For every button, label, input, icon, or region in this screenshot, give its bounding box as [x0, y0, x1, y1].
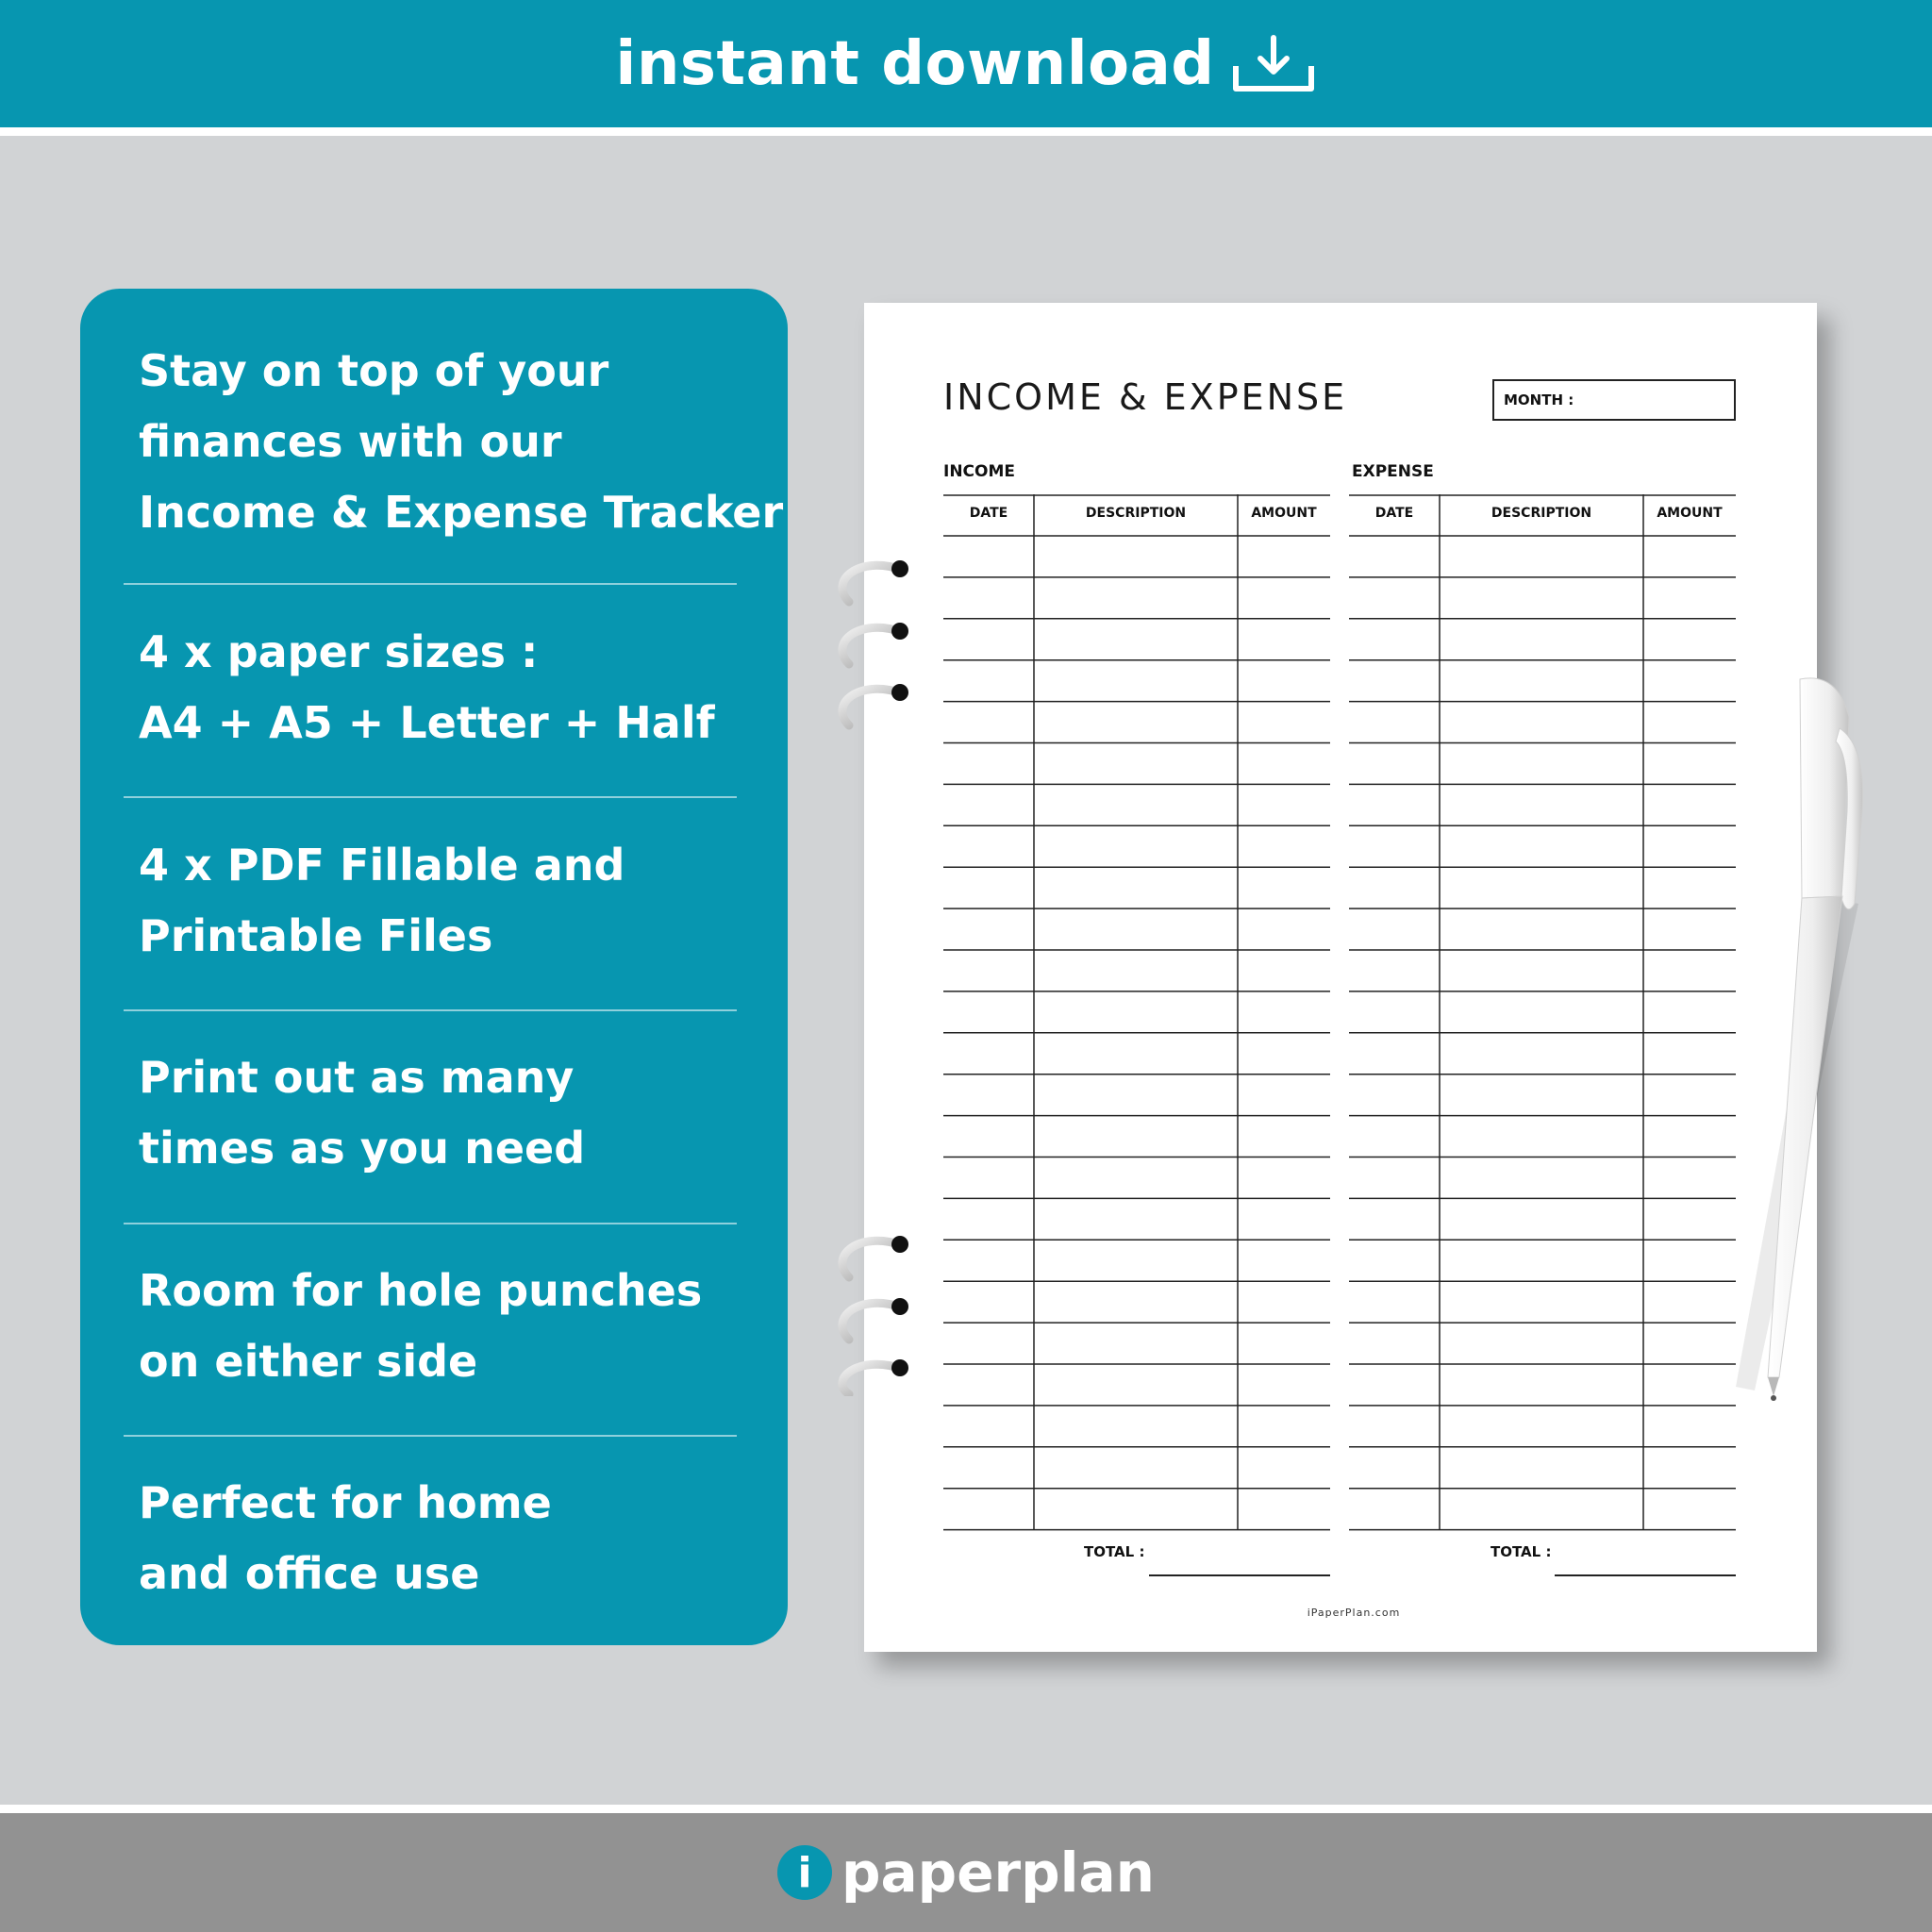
logo-mark: i — [777, 1845, 832, 1900]
features-panel — [80, 289, 788, 1645]
planner-sheet — [864, 303, 1817, 1652]
income-col-description: DESCRIPTION — [1085, 506, 1187, 521]
expense-grid — [1349, 494, 1736, 1532]
feature-line: Stay on top of your — [139, 345, 609, 396]
pen-icon — [1698, 660, 1887, 1415]
feature-line: 4 x PDF Fillable and — [139, 840, 625, 891]
feature-item — [139, 1042, 742, 1184]
feature-line: Room for hole punches — [139, 1265, 703, 1316]
bottom-banner — [0, 1813, 1932, 1932]
income-total-line — [1149, 1574, 1330, 1576]
feature-divider — [124, 583, 737, 585]
download-icon — [1230, 34, 1317, 94]
sheet-title: INCOME & EXPENSE — [943, 376, 1348, 418]
feature-line: Perfect for home — [139, 1477, 552, 1528]
feature-item — [139, 1468, 742, 1609]
expense-total-line — [1555, 1574, 1736, 1576]
feature-item — [139, 617, 742, 758]
month-label: MONTH : — [1504, 391, 1574, 408]
feature-item — [139, 830, 742, 972]
feature-item — [139, 1256, 742, 1397]
feature-line: A4 + A5 + Letter + Half — [139, 697, 715, 748]
banner-title: instant download — [615, 28, 1215, 99]
ring-group-top — [842, 560, 908, 725]
feature-divider — [124, 1435, 737, 1437]
feature-line: Printable Files — [139, 910, 493, 961]
feature-line: 4 x paper sizes : — [139, 626, 539, 677]
ring-group-bottom — [842, 1236, 908, 1394]
expense-col-description: DESCRIPTION — [1491, 506, 1592, 521]
feature-line: times as you need — [139, 1123, 586, 1174]
feature-line: on either side — [139, 1336, 478, 1387]
feature-divider — [124, 1009, 737, 1011]
feature-divider — [124, 1223, 737, 1224]
expense-col-date: DATE — [1374, 506, 1414, 521]
banner-divider — [0, 127, 1932, 136]
expense-col-amount: AMOUNT — [1657, 506, 1723, 521]
income-label: INCOME — [943, 462, 1016, 481]
income-grid — [943, 494, 1330, 1532]
expense-table — [1349, 494, 1736, 1532]
logo-text: paperplan — [841, 1840, 1155, 1905]
feature-divider — [124, 796, 737, 798]
income-col-date: DATE — [969, 506, 1008, 521]
income-table — [943, 494, 1330, 1532]
feature-item — [139, 336, 784, 548]
footer-divider — [0, 1805, 1932, 1813]
binder-ring-icon — [821, 547, 924, 1396]
feature-line: finances with our — [139, 416, 562, 467]
feature-line: Print out as many — [139, 1052, 575, 1103]
website-footer: iPaperPlan.com — [1307, 1607, 1401, 1619]
income-col-amount: AMOUNT — [1251, 506, 1317, 521]
month-field — [1492, 379, 1736, 421]
top-banner — [0, 0, 1932, 127]
expense-total-label: TOTAL : — [1491, 1543, 1552, 1560]
feature-line: Income & Expense Tracker — [139, 487, 784, 538]
income-total-label: TOTAL : — [1084, 1543, 1145, 1560]
expense-label: EXPENSE — [1352, 462, 1434, 481]
feature-line: and office use — [139, 1548, 480, 1599]
